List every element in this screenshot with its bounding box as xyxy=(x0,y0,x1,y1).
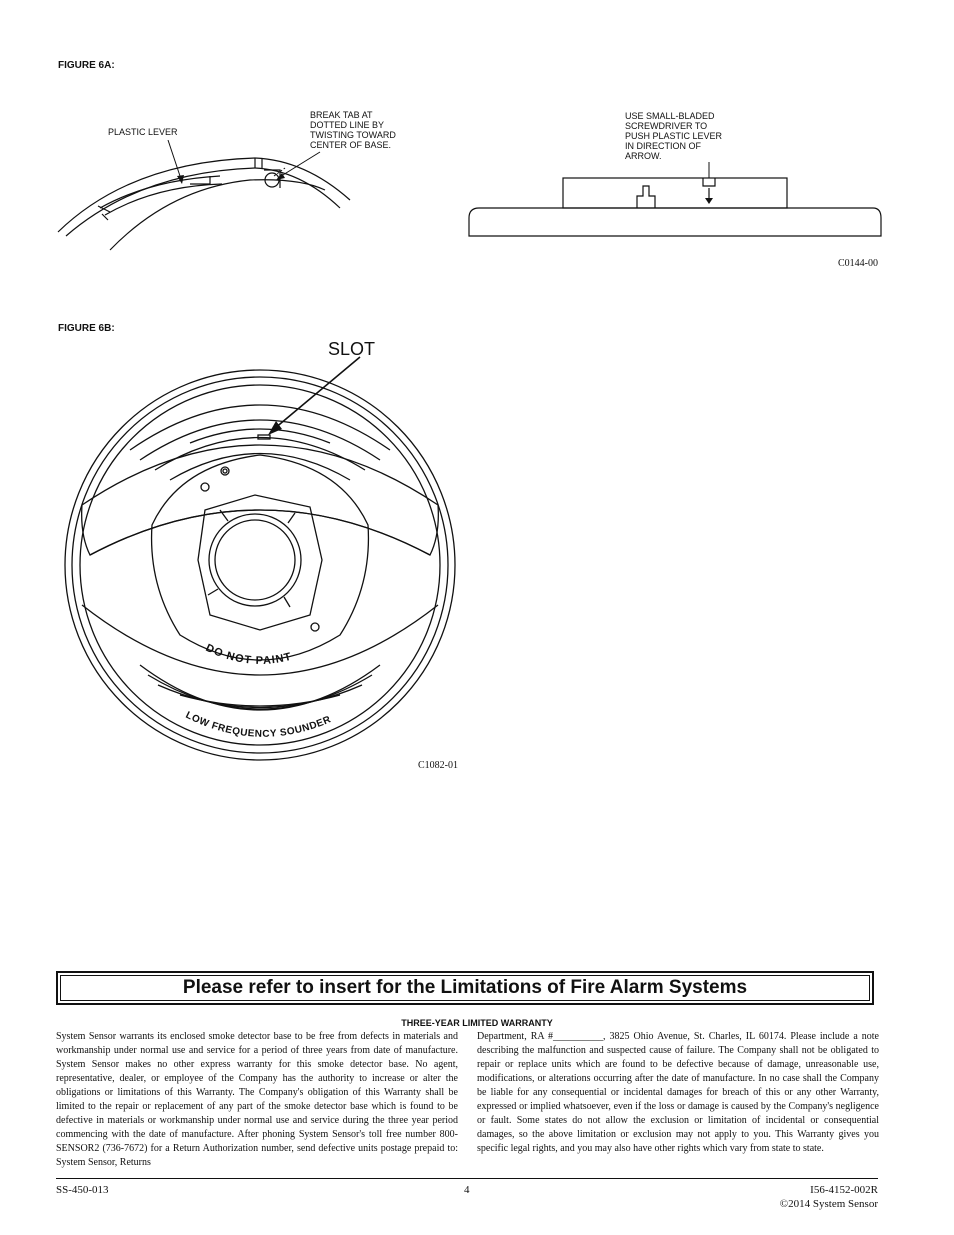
limitations-banner xyxy=(56,971,874,1005)
svg-text:DO NOT PAINT xyxy=(204,642,293,667)
warranty-title: THREE-YEAR LIMITED WARRANTY xyxy=(401,1018,553,1028)
figure-6b-label: FIGURE 6B: xyxy=(58,323,115,334)
screwdriver-line: SCREWDRIVER TO xyxy=(625,121,708,131)
break-tab-line: TWISTING TOWARD xyxy=(310,130,396,140)
banner-text: Please refer to insert for the Limitations of Fire Alarm Systems xyxy=(182,977,748,998)
break-tab-line: BREAK TAB AT xyxy=(310,110,373,120)
base-profile-drawing xyxy=(465,160,885,242)
screwdriver-callout xyxy=(625,111,722,161)
screwdriver-line: USE SMALL-BLADED xyxy=(625,111,715,121)
plastic-lever-callout: PLASTIC LEVER xyxy=(108,127,178,137)
warranty-left-column: System Sensor warrants its enclosed smoke detector base to be free from defects in materials and workmanship under normal use and service for a period of three years from date of manufacture. System Sensor makes no other express warranty for this smoke detector base. No agent, representative, dealer, or employee of the Company has the authority to increase or alter the obligations or limitations of this Warranty. The Company's obligation of this Warranty shall be limited to the repair or replacement of any part of the smoke detector base which is found to be defective in materials or workmanship under normal use and service during the three year period commencing with the date of manufacture. After phoning System Sensor's toll free number 800-SENSOR2 (736-7672) for a Return Authorization number, send defective units postage prepaid to: System Sensor, Returns xyxy=(56,1031,458,1168)
figure-6b-code: C1082-01 xyxy=(418,760,458,771)
footer-right xyxy=(700,1183,878,1211)
figure-6a-code: C0144-00 xyxy=(838,258,878,269)
base-arc-drawing xyxy=(50,140,370,260)
detector-base-drawing xyxy=(40,345,480,775)
slot-label: SLOT xyxy=(328,339,376,359)
low-frequency-sounder-text: LOW FREQUENCY SOUNDER xyxy=(183,709,333,740)
screwdriver-line: PUSH PLASTIC LEVER xyxy=(625,131,723,141)
svg-text:LOW FREQUENCY SOUNDER xyxy=(184,710,333,740)
footer-page-number: 4 xyxy=(464,1184,470,1196)
footer-doc-number: SS-450-013 xyxy=(56,1184,109,1196)
footer-rule xyxy=(56,1178,878,1179)
figure-6a-label: FIGURE 6A: xyxy=(58,60,115,71)
screwdriver-line: ARROW. xyxy=(625,151,662,161)
screwdriver-line: IN DIRECTION OF xyxy=(625,141,701,151)
break-tab-line: DOTTED LINE BY xyxy=(310,120,385,130)
footer-part-number: I56-4152-002R xyxy=(810,1184,878,1196)
warranty-right-column: Department, RA #__________, 3825 Ohio Avenue, St. Charles, IL 60174. Please include a note describing the malfunction and suspected cause of failure. The Company shall not be obligated to repair or replace units which are found to be defective because of damage, unreasonable use, modifications, or alterations occurring after the date of manufacture. In no case shall the Company be liable for any consequential or incidental damages for breach of this or any other Warranty, expressed or implied whatsoever, even if the loss or damage is caused by the Company's negligence or fault. Some states do not allow the exclusion or limitation of incidental or consequential damages, so the above limitation or exclusion may not apply to you. This Warranty gives you specific legal rights, and you may also have other rights which vary from state to state. xyxy=(477,1031,879,1154)
footer-copyright: ©2014 System Sensor xyxy=(779,1198,878,1210)
do-not-paint-text: DO NOT PAINT xyxy=(203,641,294,667)
break-tab-line: CENTER OF BASE. xyxy=(310,140,392,150)
